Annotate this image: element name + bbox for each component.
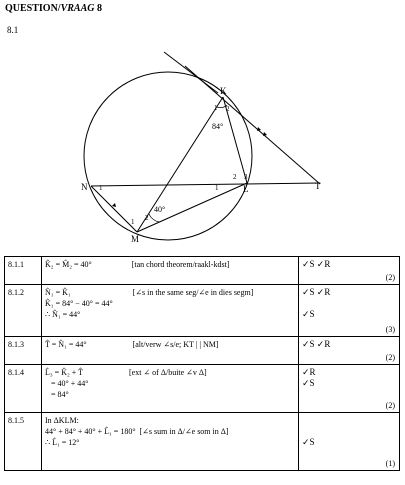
- working-line: K̂₂ = M̂₂ = 40°: [45, 260, 92, 269]
- tick-marks: ✓S: [302, 437, 315, 447]
- tick-marks: ✓S: [302, 378, 315, 388]
- row-marks: [299, 337, 400, 365]
- mark-total: (2): [385, 401, 395, 410]
- working-line: ∴ N̂₁ = 44°: [45, 310, 81, 319]
- tick-marks: ✓R: [302, 367, 316, 377]
- mark-total: (1): [385, 459, 395, 468]
- label-n: N: [81, 182, 88, 192]
- angle-n1: 1: [99, 184, 103, 192]
- row-number: 8.1.5: [5, 413, 42, 471]
- row-reason: [ext ∠ of Δ/buite ∠v Δ]: [129, 368, 207, 377]
- row-reason: [tan chord theorem/raakl-kdst]: [131, 260, 230, 269]
- working-line: N̂₁ = K̂₁: [45, 288, 71, 297]
- angle-k2: 2: [226, 105, 230, 113]
- parallel-arrow-kt-1: [257, 127, 261, 131]
- working-line: = 84°: [51, 390, 69, 399]
- row-number: 8.1.4: [5, 365, 42, 413]
- parallel-arrow-nm: [112, 203, 116, 207]
- line-nt: [91, 183, 320, 186]
- label-k: K: [220, 86, 227, 96]
- row-reason: [alt/verw ∠s/e; KT | | NM]: [132, 340, 219, 349]
- chord-km: [137, 97, 223, 232]
- working-line: L̂₃ = K̂₂ + T̂: [45, 368, 84, 377]
- row-working: [42, 413, 299, 471]
- row-number: 8.1.3: [5, 337, 42, 365]
- circle: [84, 72, 252, 240]
- memo-table: [4, 256, 400, 471]
- memo-row: [5, 413, 400, 471]
- parallel-arrow-kt-2: [263, 132, 267, 136]
- working-line: ∴ L̂₁ = 12°: [45, 438, 80, 447]
- angle-l3: 3: [244, 173, 248, 181]
- label-l: L: [243, 184, 249, 194]
- angle-m2: 2: [145, 214, 149, 222]
- row-marks: [299, 285, 400, 337]
- subquestion-number: 8.1: [7, 25, 19, 35]
- memo-row: [5, 257, 400, 285]
- working-line: = 40° + 44°: [51, 379, 89, 388]
- angle-m-value: 40°: [154, 205, 166, 214]
- working-line: T̂ = N̂₁ = 44°: [45, 340, 87, 349]
- row-working: [42, 285, 299, 337]
- angle-k1: 1: [214, 104, 218, 112]
- label-t: T: [315, 181, 321, 191]
- working-line: In ΔKLM:: [45, 416, 79, 425]
- mark-total: (3): [385, 325, 395, 334]
- angle-k-value: 84°: [212, 122, 224, 131]
- mark-total: (2): [385, 273, 395, 282]
- angle-l1: 1: [215, 184, 219, 192]
- question-title: QUESTION/VRAAG 8: [5, 3, 102, 14]
- angle-arc-m: [149, 214, 160, 222]
- memo-row: [5, 365, 400, 413]
- tick-marks: ✓S ✓R: [302, 287, 331, 297]
- working-line: 44° + 84° + 40° + L̂₁ = 180°: [45, 427, 136, 436]
- memo-row: [5, 337, 400, 365]
- row-working: [42, 257, 299, 285]
- row-marks: [299, 365, 400, 413]
- tick-marks: ✓S ✓R: [302, 259, 331, 269]
- label-m: M: [131, 234, 140, 244]
- angle-l2: 2: [233, 173, 237, 181]
- row-working: [42, 365, 299, 413]
- row-number: 8.1.1: [5, 257, 42, 285]
- row-reason: [∠s in the same seg/∠e in dies segm]: [132, 288, 254, 297]
- tick-marks: ✓S ✓R: [302, 339, 331, 349]
- working-line: K̂₁ = 84° − 40° = 44°: [45, 299, 113, 308]
- tick-marks: ✓S: [302, 309, 315, 319]
- mark-total: (2): [385, 353, 395, 362]
- row-marks: [299, 413, 400, 471]
- row-marks: [299, 257, 400, 285]
- memo-row: [5, 285, 400, 337]
- angle-m1: 1: [131, 218, 135, 226]
- row-reason: [∠s sum in Δ/∠e som in Δ]: [139, 427, 229, 436]
- row-working: [42, 337, 299, 365]
- row-number: 8.1.2: [5, 285, 42, 337]
